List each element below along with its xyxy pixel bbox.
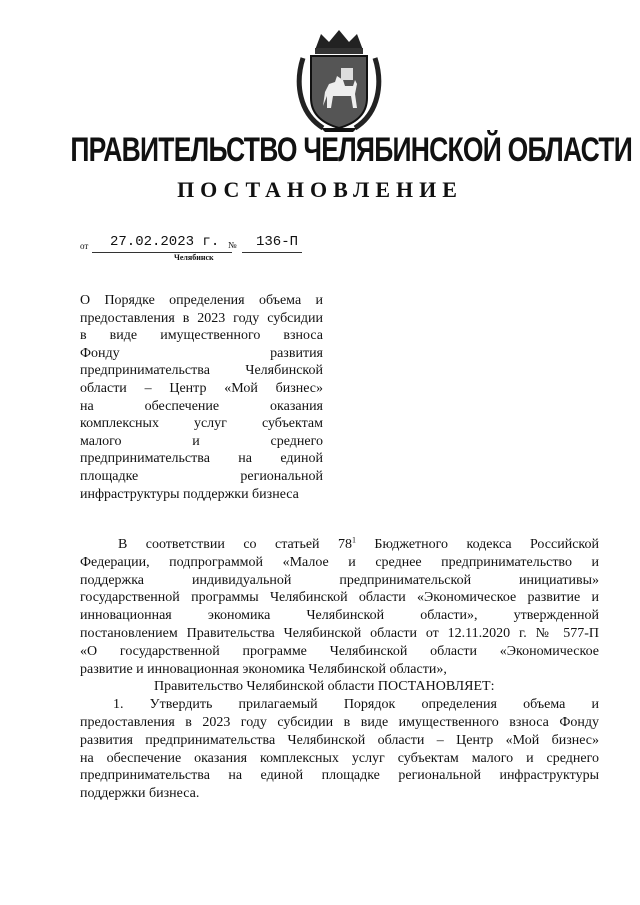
body-line: инновационная экономика Челябинской области», утвержденной <box>80 608 599 624</box>
subject-line: в виде имущественного взноса <box>80 328 323 344</box>
city-name: Челябинск <box>174 253 214 262</box>
subject-line: Фонду развития <box>80 345 323 361</box>
subject-line: инфраструктуры поддержки бизнеса <box>80 486 299 502</box>
body-line: государственной программы Челябинской области «Экономическое развитие и <box>80 590 599 606</box>
footnote-superscript: 1 <box>351 535 356 545</box>
body-line: «О государственной программе Челябинской области «Экономическое <box>80 643 599 659</box>
item-line: на обеспечение оказания комплексных услуг субъектам малого и среднего <box>80 750 599 766</box>
body-line: поддержка индивидуальной предпринимательской инициативы» <box>80 572 599 588</box>
item-line: развития предпринимательства Челябинской области – Центр «Мой бизнес» <box>80 732 599 748</box>
item-line: поддержки бизнеса. <box>80 786 200 802</box>
subject-line: предпринимательства на единой <box>80 451 323 467</box>
subject-line: комплексных услуг субъектам <box>80 416 323 432</box>
document-date: 27.02.2023 г. <box>110 234 220 250</box>
body-line: постановлением Правительства Челябинской области от 12.11.2020 г. № 577-П <box>80 625 599 641</box>
subject-line: малого и среднего <box>80 433 323 449</box>
body-line: развитие и инновационная экономика Челябинской области», <box>80 661 447 677</box>
number-rule <box>242 252 302 253</box>
subject-line: О Порядке определения объема и <box>80 293 323 308</box>
subject-line: площадке региональной <box>80 468 323 484</box>
subject-line: области – Центр «Мой бизнес» <box>80 380 323 396</box>
item-line: 1. Утвердить прилагаемый Порядок определения объема и <box>113 697 599 713</box>
document-type: ПОСТАНОВЛЕНИЕ <box>177 177 463 202</box>
organization-title: ПРАВИТЕЛЬСТВО ЧЕЛЯБИНСКОЙ ОБЛАСТИ <box>70 131 633 169</box>
body-text-fragment: Бюджетного кодекса Российской <box>355 537 599 552</box>
body-line: Федерации, подпрограммой «Малое и среднее предпринимательство и <box>80 554 599 570</box>
item-line: предпринимательства на единой площадке региональной инфраструктуры <box>80 768 599 784</box>
date-label: от <box>80 241 89 251</box>
coat-of-arms-icon <box>293 28 385 132</box>
subject-line: предоставления в 2023 году субсидии <box>80 310 323 326</box>
resolution-line: Правительство Челябинской области ПОСТАНОВЛЯЕТ: <box>154 679 495 695</box>
subject-line: на обеспечение оказания <box>80 398 323 414</box>
subject-line: предпринимательства Челябинской <box>80 363 323 379</box>
document-body <box>80 536 599 803</box>
document-number: 136-П <box>256 234 299 250</box>
number-label: № <box>228 240 237 250</box>
document-subject <box>80 292 323 503</box>
body-line <box>80 536 599 554</box>
body-text-fragment: В соответствии со статьей 78 <box>118 537 352 552</box>
item-line: предоставления в 2023 году субсидии в виде имущественного взноса Фонду <box>80 714 599 730</box>
